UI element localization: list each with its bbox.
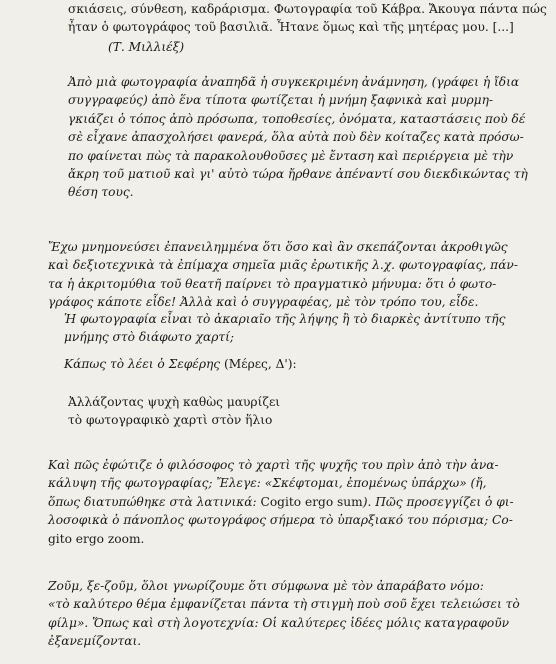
text-fragment: ὅπως διατυπώθηκε στὰ λατινικά: — [48, 494, 261, 509]
text-line: λοσοφικὰ ὁ πάνοπλος φωτογράφος σήμερα τὸ ὑπαρξιακό του πόρισμα; Co- — [48, 513, 513, 528]
poem-quote — [68, 393, 468, 430]
text-line: συγγραφεύς) ἀπὸ ἕνα τίποτα φωτίζεται ἡ μνήμη ξαφνικὰ καὶ μυρμη- — [68, 93, 493, 108]
text-line: τα ἡ ἀκριτομύθια τοῦ θεατῆ παίρνει τὸ πραγματικὸ μήνυμα: ὅτι ὁ φωτο- — [48, 276, 497, 291]
text-line: gito ergo zoom. — [48, 531, 145, 546]
paragraph-zoom — [48, 577, 528, 651]
text-line: σὲ εἶχανε ἀπασχολήσει φανερά, ὅλα αὐτὰ ποὺ δὲν κοίταζες κατὰ πρόσω- — [68, 130, 524, 145]
text-line: γράφος κάποτε εἶδε! Ἀλλὰ καὶ ὁ συγγραφέας, μὲ τὸν τρόπο του, εἶδε. — [48, 295, 479, 310]
text-line: γκιάζει ὁ τόπος ἀπὸ πρόσωπα, τοποθεσίες, ὀνόματα, καταστάσεις ποὺ δέ — [68, 111, 526, 126]
seferis-intro: Κάπως τὸ λέει ὁ Σεφέρης — [64, 357, 225, 371]
poem-line: Ἀλλάζοντας ψυχὴ καθὼς μαυρίζει — [68, 395, 281, 409]
poem-line: τὸ φωτογραφικὸ χαρτὶ στὸν ἥλιο — [68, 413, 273, 428]
text-line: ἦταν ὁ φωτογράφος τοῦ βασιλιᾶ. Ἦτανε ὅμως καὶ τῆς μητέρας μου. [...] — [68, 20, 514, 35]
seferis-source: (Μέρες, Δ'): — [224, 357, 297, 371]
text-line: φίλμ». Ὅπως καὶ στὴ λογοτεχνία: Οἱ καλύτερες ἰδέες μόλις καταγραφοῦν — [48, 615, 510, 630]
text-line: Ἡ φωτογραφία εἶναι τὸ ἀκαριαῖο τῆς λήψης ἢ τὸ διαρκὲς ἀντίτυπο τῆς — [64, 312, 506, 326]
text-line: ἐξανεμίζονται. — [48, 634, 142, 649]
text-line — [48, 493, 528, 511]
quote-attribution: (Τ. Μιλλιέξ) — [108, 40, 185, 54]
paragraph-memory — [68, 73, 528, 202]
paragraph-question — [64, 310, 526, 347]
text-line: ἄκρη τοῦ ματιοῦ καὶ γι' αὐτὸ τώρα ἤρθανε ἀπέναντί σου διεκδικώντας τὴ — [68, 167, 528, 182]
text-fragment: ). Πῶς προσεγγίζει ὁ φι- — [362, 494, 514, 509]
text-line: σκιάσεις, σύνθεση, καδράρισμα. Φωτογραφία τοῦ Κάβρα. Ἄκουγα πάντα πώς — [68, 2, 547, 16]
text-line: Καὶ πῶς ἐφώτιζε ὁ φιλόσοφος τὸ χαρτὶ τῆς ψυχῆς του πρὶν ἀπὸ τὴν ἀνα- — [48, 458, 499, 472]
text-line: θέση τους. — [68, 185, 134, 200]
text-line: Ἔχω μνημονεύσει ἐπανειλημμένα ὅτι ὅσο καὶ ἂν σκεπάζονται ἀκροθιγῶς — [48, 240, 508, 254]
text-line — [64, 355, 526, 373]
text-line: κάλυψη τῆς φωτογραφίας; Ἔλεγε: «Σκέφτομαι, ἑπομένως ὑπάρχω» (ἤ, — [48, 476, 487, 491]
latin-phrase: Cogito ergo sum — [260, 494, 363, 509]
text-line: Ζοῦμ, ξε-ζοῦμ, ὅλοι γνωρίζουμε ὅτι σύμφωνα μὲ τὸν ἀπαράβατο νόμο: — [48, 579, 484, 593]
paragraph-seferis — [64, 355, 526, 373]
text-line: πο φαίνεται πὼς τὰ παρακολουθοῦσες μὲ ἔνταση καὶ περιέργεια μὲ τὴν — [68, 148, 514, 163]
text-line: «τὸ καλύτερο θέμα ἐμφανίζεται πάντα τὴ στιγμὴ ποὺ σοῦ ἔχει τελειώσει τὸ — [48, 597, 520, 612]
paragraph-erotic-photo — [48, 238, 526, 312]
paragraph-philosopher — [48, 456, 528, 548]
text-line: Ἀπὸ μιὰ φωτογραφία ἀναπηδᾶ ἡ συγκεκριμένη ἀνάμνηση, (γράφει ἡ ἴδια — [68, 75, 520, 89]
quote-continuation — [68, 0, 547, 37]
text-line: μνήμης στὸ διάφωτο χαρτί; — [64, 330, 235, 345]
text-line: καὶ δεξιοτεχνικὰ τὰ ἐπίμαχα σημεῖα μιᾶς ἐρωτικῆς λ.χ. φωτογραφίας, πάν- — [48, 258, 518, 273]
